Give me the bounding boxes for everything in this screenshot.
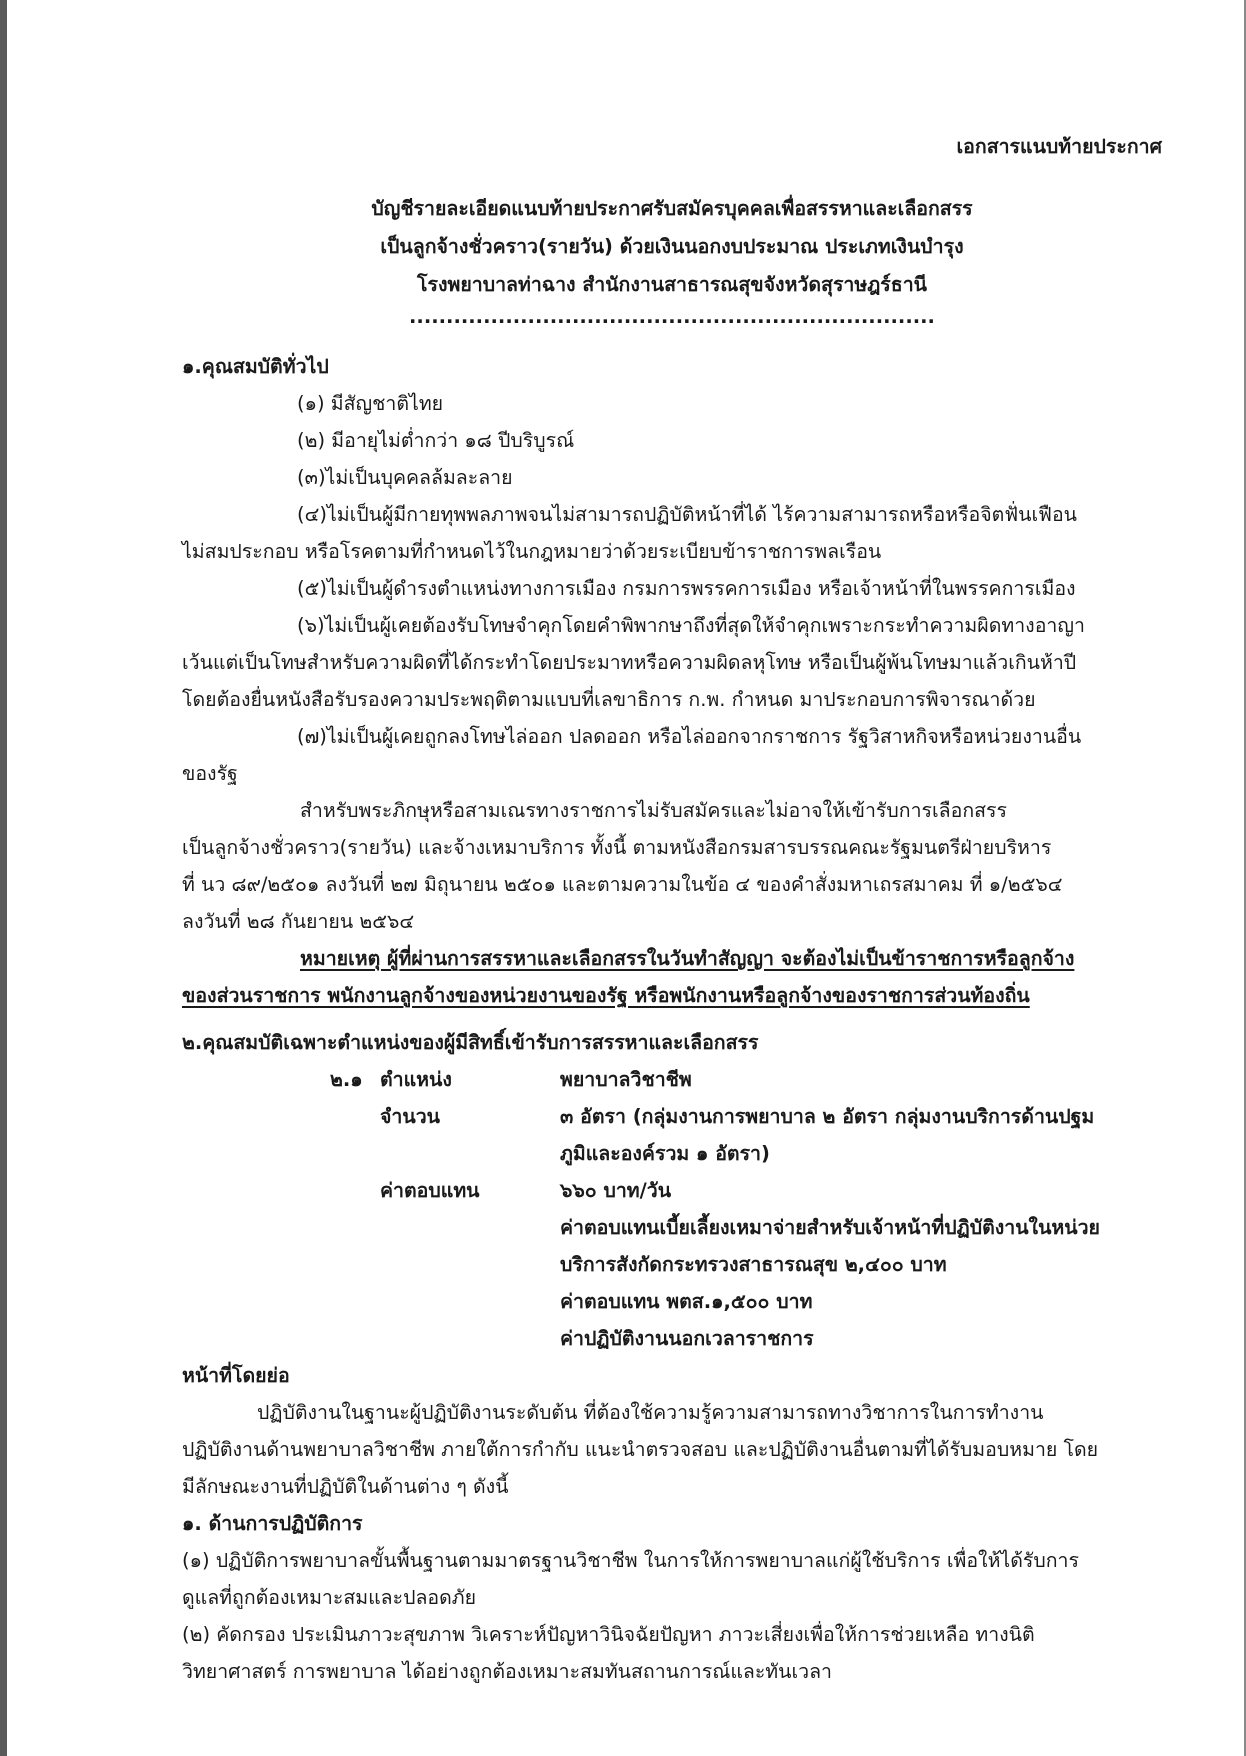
remark-line: หมายเหตุ ผู้ที่ผ่านการสรรหาและเลือกสรรในวันทำสัญญา จะต้องไม่เป็นข้าราชการหรือลูกจ้าง xyxy=(300,947,1075,970)
count-value xyxy=(560,1098,1162,1172)
list-item-continued: ไม่สมประกอบ หรือโรคตามที่กำหนดไว้ในกฎหมายว่าด้วยระเบียบข้าราชการพลเรือน xyxy=(182,540,882,563)
monk-note-line: ลงวันที่ ๒๘ กันยายน ๒๕๖๔ xyxy=(182,910,415,933)
list-item: (๔)ไม่เป็นผู้มีกายทุพพลภาพจนไม่สามารถปฏิบัติหน้าที่ได้ ไร้ความสามารถหรือหรือจิตฟั่นเฟือน xyxy=(297,503,1077,526)
pay-value-line: บริการสังกัดกระทรวงสาธารณสุข ๒,๔๐๐ บาท xyxy=(560,1253,947,1276)
title-line: โรงพยาบาลท่าฉาง สำนักงานสาธารณสุขจังหวัดสุราษฎร์ธานี xyxy=(417,273,927,296)
duty-item: (๒) คัดกรอง ประเมินภาวะสุขภาพ วิเคราะห์ปัญหาวินิจฉัยปัญหา ภาวะเสี่ยงเพื่อให้การช่วยเหลือ ทางนิติ xyxy=(182,1623,1035,1646)
pay-value-line: ค่าตอบแทนเบี้ยเลี้ยงเหมาจ่ายสำหรับเจ้าหน้าที่ปฏิบัติงานในหน่วย xyxy=(560,1216,1100,1239)
title-divider: ....................................................................... xyxy=(409,305,935,328)
duties-intro-line: ปฏิบัติงานในฐานะผู้ปฏิบัติงานระดับต้น ที่ต้องใช้ความรู้ความสามารถทางวิชาการในการทำงาน xyxy=(257,1401,1044,1424)
duties-intro-line: ปฏิบัติงานด้านพยาบาลวิชาชีพ ภายใต้การกำกับ แนะนำตรวจสอบ และปฏิบัติงานอื่นตามที่ได้รับมอบหมาย โดย xyxy=(182,1438,1099,1461)
document-title xyxy=(182,190,1162,304)
count-value-line: ภูมิและองค์รวม ๑ อัตรา) xyxy=(560,1142,770,1165)
list-item: (๗)ไม่เป็นผู้เคยถูกลงโทษไล่ออก ปลดออก หรือไล่ออกจากราชการ รัฐวิสาหกิจหรือหน่วยงานอื่น xyxy=(297,725,1082,748)
monk-note-line: ที่ นว ๘๙/๒๕๐๑ ลงวันที่ ๒๗ มิถุนายน ๒๕๐๑ และตามความในข้อ ๔ ของคำสั่งมหาเถรสมาคม ที่ ๑/๒๕๖๔ xyxy=(182,873,1063,896)
scan-edge-left xyxy=(0,0,7,1756)
duty-item-continued: ดูแลที่ถูกต้องเหมาะสมและปลอดภัย xyxy=(182,1586,477,1609)
monk-note-line: เป็นลูกจ้างชั่วคราว(รายวัน) และจ้างเหมาบริการ ทั้งนี้ ตามหนังสือกรมสารบรรณคณะรัฐมนตรีฝ่ายบริหาร xyxy=(182,836,1052,859)
pay-value-line: ค่าปฏิบัติงานนอกเวลาราชการ xyxy=(560,1327,814,1350)
position-number: ๒.๑ xyxy=(330,1068,363,1091)
document-body xyxy=(182,128,1162,1690)
list-item: (๓)ไม่เป็นบุคคลล้มละลาย xyxy=(297,466,513,489)
list-item-continued: เว้นแต่เป็นโทษสำหรับความผิดที่ได้กระทำโดยประมาทหรือความผิดลหุโทษ หรือเป็นผู้พ้นโทษมาแล้วเกินห้าปี xyxy=(182,651,1077,674)
pay-value-line: ๖๖๐ บาท/วัน xyxy=(560,1179,672,1202)
section1-heading: ๑.คุณสมบัติทั่วไป xyxy=(182,355,329,378)
duties-subheading: ๑. ด้านการปฏิบัติการ xyxy=(182,1512,363,1535)
list-item-continued: ของรัฐ xyxy=(182,762,238,785)
count-value-line: ๓ อัตรา (กลุ่มงานการพยาบาล ๒ อัตรา กลุ่มงานบริการด้านปฐม xyxy=(560,1105,1095,1128)
position-value: พยาบาลวิชาชีพ xyxy=(560,1068,692,1091)
pay-value-line: ค่าตอบแทน พตส.๑,๕๐๐ บาท xyxy=(560,1290,813,1313)
count-label: จำนวน xyxy=(380,1105,440,1128)
list-item: (๑) มีสัญชาติไทย xyxy=(297,392,444,415)
duty-item: (๑) ปฏิบัติการพยาบาลขั้นพื้นฐานตามมาตรฐานวิชาชีพ ในการให้การพยาบาลแก่ผู้ใช้บริการ เพื่อให้ได้รับการ xyxy=(182,1549,1079,1572)
section2-heading: ๒.คุณสมบัติเฉพาะตำแหน่งของผู้มีสิทธิ์เข้ารับการสรรหาและเลือกสรร xyxy=(182,1031,759,1054)
pay-value xyxy=(560,1172,1162,1357)
list-item: (๒) มีอายุไม่ต่ำกว่า ๑๘ ปีบริบูรณ์ xyxy=(297,429,575,452)
pay-label: ค่าตอบแทน xyxy=(380,1179,480,1202)
title-line: เป็นลูกจ้างชั่วคราว(รายวัน) ด้วยเงินนอกงบประมาณ ประเภทเงินบำรุง xyxy=(380,235,964,258)
remark-line: ของส่วนราชการ พนักงานลูกจ้างของหน่วยงานของรัฐ หรือพนักงานหรือลูกจ้างของราชการส่วนท้องถิ่น xyxy=(182,984,1030,1007)
duty-item-continued: วิทยาศาสตร์ การพยาบาล ได้อย่างถูกต้องเหมาะสมทันสถานการณ์และทันเวลา xyxy=(182,1660,833,1683)
list-item: (๖)ไม่เป็นผู้เคยต้องรับโทษจำคุกโดยคำพิพากษาถึงที่สุดให้จำคุกเพราะกระทำความผิดทางอาญา xyxy=(297,614,1085,637)
monk-note-line: สำหรับพระภิกษุหรือสามเณรทางราชการไม่รับสมัครและไม่อาจให้เข้ารับการเลือกสรร xyxy=(300,799,1007,822)
title-line: บัญชีรายละเอียดแนบท้ายประกาศรับสมัครบุคคลเพื่อสรรหาและเลือกสรร xyxy=(371,197,973,220)
attachment-label: เอกสารแนบท้ายประกาศ xyxy=(956,135,1162,158)
duties-heading: หน้าที่โดยย่อ xyxy=(182,1364,290,1387)
position-details xyxy=(182,1061,1162,1357)
list-item-continued: โดยต้องยื่นหนังสือรับรองความประพฤติตามแบบที่เลขาธิการ ก.พ. กำหนด มาประกอบการพิจารณาด้วย xyxy=(182,688,1036,711)
duties-intro-line: มีลักษณะงานที่ปฏิบัติในด้านต่าง ๆ ดังนี้ xyxy=(182,1475,509,1498)
list-item: (๕)ไม่เป็นผู้ดำรงตำแหน่งทางการเมือง กรมการพรรคการเมือง หรือเจ้าหน้าที่ในพรรคการเมือง xyxy=(297,577,1076,600)
position-label: ตำแหน่ง xyxy=(380,1068,452,1091)
